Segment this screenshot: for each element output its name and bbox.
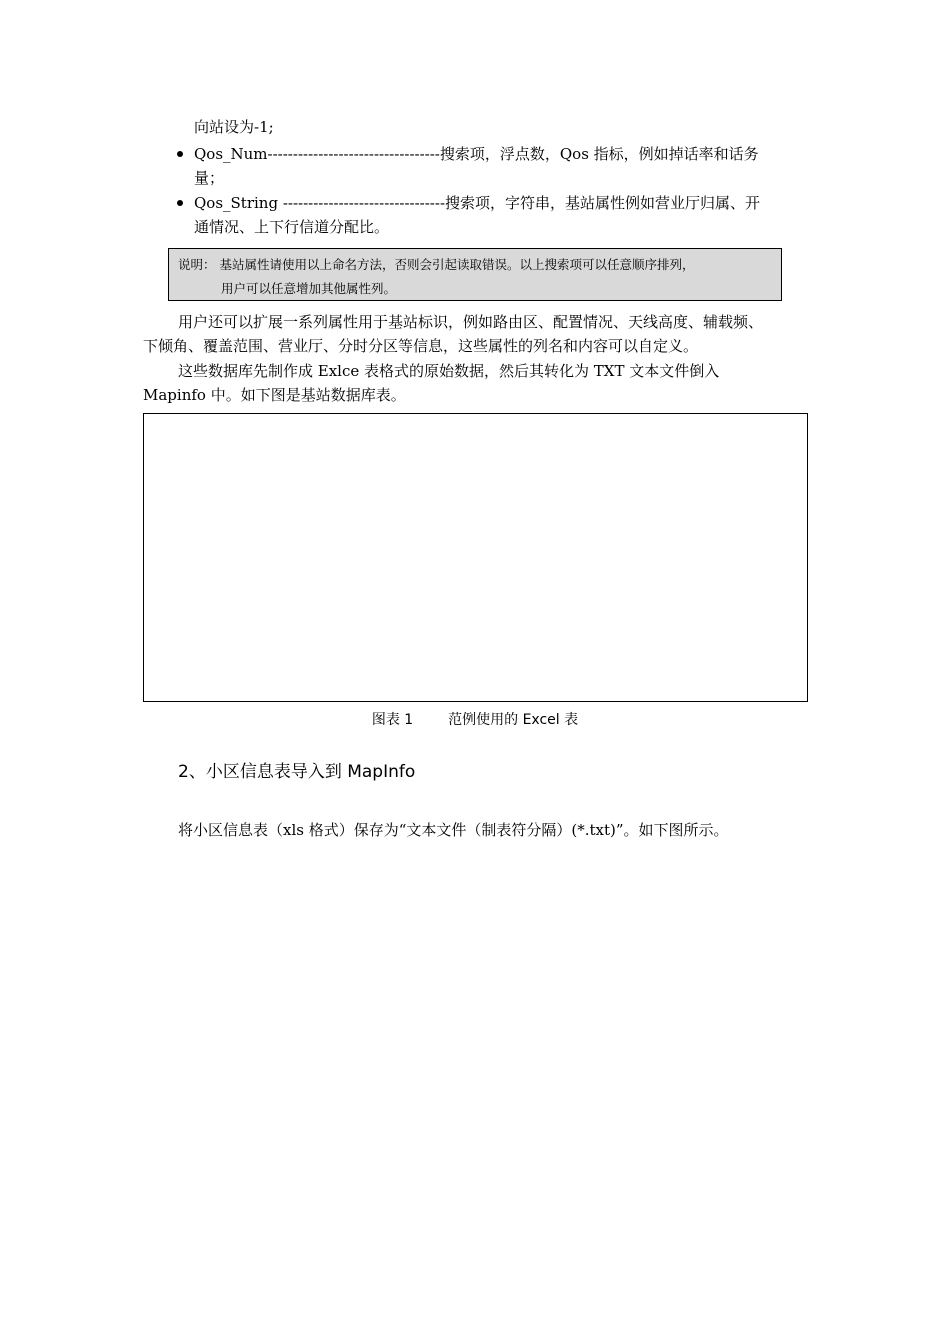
figure-placeholder <box>143 413 808 702</box>
paragraph-line: 将小区信息表（xls 格式）保存为“文本文件（制表符分隔）(*.txt)”。如下图所示。 <box>178 821 729 839</box>
note-box <box>168 248 782 301</box>
figure-caption-label: 图表 1 <box>371 712 414 728</box>
bullet-text-line: Qos_Num----------------------------------搜索项，浮点数，Qos 指标，例如掉话率和话务 <box>194 145 759 163</box>
bullet-text-line: Qos_String --------------------------------搜索项，字符串，基站属性例如营业厅归属、开 <box>194 194 761 212</box>
bullet-icon <box>177 151 183 157</box>
continuation-text: 向站设为-1; <box>194 118 274 136</box>
note-text-line: 说明： 基站属性请使用以上命名方法，否则会引起读取错误。以上搜索项可以任意顺序排列， <box>178 257 695 272</box>
bullet-text-line: 量； <box>194 169 225 187</box>
bullet-text-line: 通情况、上下行信道分配比。 <box>194 218 390 236</box>
note-text-line: 用户可以任意增加其他属性列。 <box>221 281 397 296</box>
paragraph-line: 这些数据库先制作成 Exlce 表格式的原始数据，然后其转化为 TXT 文本文件倒入 <box>178 362 720 380</box>
paragraph-line: 下倾角、覆盖范围、营业厅、分时分区等信息，这些属性的列名和内容可以自定义。 <box>143 337 699 355</box>
section-heading: 2、小区信息表导入到 MapInfo <box>178 762 416 782</box>
figure-caption <box>0 710 950 730</box>
bullet-icon <box>177 200 183 206</box>
paragraph-line: 用户还可以扩展一系列属性用于基站标识，例如路由区、配置情况、天线高度、辅载频、 <box>178 313 764 331</box>
paragraph-line: Mapinfo 中。如下图是基站数据库表。 <box>143 386 406 404</box>
figure-caption-text: 范例使用的 Excel 表 <box>448 712 579 728</box>
